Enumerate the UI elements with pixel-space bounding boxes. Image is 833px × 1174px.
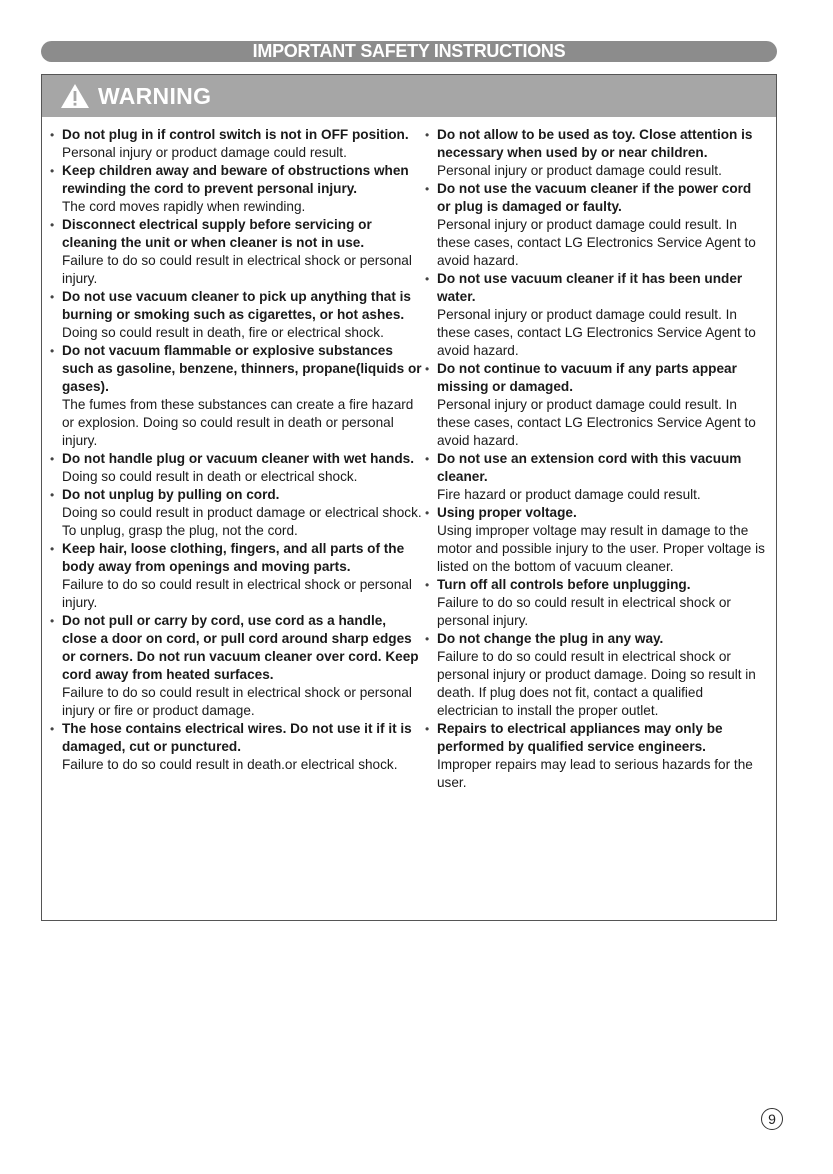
item-text: The cord moves rapidly when rewinding.	[62, 199, 306, 214]
list-item	[50, 162, 422, 216]
bullet-icon: •	[425, 452, 430, 466]
item-title: The hose contains electrical wires. Do not use it if it is damaged, cut or punctured.	[62, 721, 412, 754]
bullet-icon: •	[50, 218, 55, 232]
bullet-icon: •	[50, 290, 55, 304]
item-text: Improper repairs may lead to serious hazards for the user.	[437, 757, 753, 790]
list-item	[425, 180, 765, 270]
bullet-icon: •	[425, 506, 430, 520]
item-title: Do not use the vacuum cleaner if the power cord or plug is damaged or faulty.	[437, 181, 752, 214]
item-title: Turn off all controls before unplugging.	[437, 577, 691, 592]
item-title: Do not use vacuum cleaner if it has been under water.	[437, 271, 743, 304]
item-title: Do not allow to be used as toy. Close attention is necessary when used by or near children.	[437, 127, 753, 160]
item-title: Do not handle plug or vacuum cleaner with wet hands.	[62, 451, 414, 466]
list-item	[50, 126, 422, 162]
item-text: Personal injury or product damage could result.	[437, 163, 722, 178]
item-title: Disconnect electrical supply before servicing or cleaning the unit or when cleaner is not in use.	[62, 217, 372, 250]
list-item	[50, 216, 422, 288]
list-item	[50, 288, 422, 342]
bullet-icon: •	[425, 362, 430, 376]
bullet-icon: •	[425, 272, 430, 286]
item-text: Failure to do so could result in death.or electrical shock.	[62, 757, 398, 772]
header-title: IMPORTANT SAFETY INSTRUCTIONS	[252, 41, 566, 61]
item-text: Fire hazard or product damage could result.	[437, 487, 701, 502]
item-text: Personal injury or product damage could result. In these cases, contact LG Electronics Service Agent to avoid hazard.	[437, 217, 756, 268]
list-item	[425, 630, 765, 720]
bullet-icon: •	[425, 578, 430, 592]
warning-bar	[42, 75, 776, 117]
bullet-icon: •	[50, 614, 55, 628]
item-text: Doing so could result in death, fire or electrical shock.	[62, 325, 384, 340]
item-title: Do not pull or carry by cord, use cord as a handle, close a door on cord, or pull cord around sharp edges or corners. Do not run vacuum cleaner over cord. Keep cord away from heated surfaces.	[62, 613, 419, 682]
bullet-icon: •	[50, 344, 55, 358]
bullet-icon: •	[425, 182, 430, 196]
bullet-icon: •	[50, 164, 55, 178]
item-title: Keep children away and beware of obstructions when rewinding the cord to prevent personal injury.	[62, 163, 409, 196]
item-title: Do not use vacuum cleaner to pick up anything that is burning or smoking such as cigarettes, or hot ashes.	[62, 289, 411, 322]
list-item	[425, 720, 765, 792]
list-item	[50, 450, 422, 486]
item-text: Failure to do so could result in electrical shock or personal injury or product damage. Doing so result in death. If plug does not fit, contact a qualified electrician to install the proper outlet.	[437, 649, 756, 718]
item-title: Repairs to electrical appliances may only be performed by qualified service engineers.	[437, 721, 723, 754]
bullet-icon: •	[50, 488, 55, 502]
bullet-icon: •	[50, 452, 55, 466]
item-title: Do not change the plug in any way.	[437, 631, 664, 646]
bullet-icon: •	[425, 128, 430, 142]
warning-triangle-icon	[60, 83, 90, 109]
list-item	[50, 486, 422, 540]
item-title: Do not continue to vacuum if any parts appear missing or damaged.	[437, 361, 737, 394]
header-bar	[41, 41, 777, 62]
bullet-icon: •	[425, 722, 430, 736]
item-title: Do not vacuum flammable or explosive substances such as gasoline, benzene, thinners, propane(liquids or gases).	[62, 343, 422, 394]
list-item	[425, 504, 765, 576]
item-text: Failure to do so could result in electrical shock or personal injury.	[437, 595, 731, 628]
list-item	[425, 360, 765, 450]
item-title: Keep hair, loose clothing, fingers, and all parts of the body away from openings and moving parts.	[62, 541, 405, 574]
item-text: Doing so could result in product damage or electrical shock. To unplug, grasp the plug, not the cord.	[62, 505, 422, 538]
item-text: Using improper voltage may result in damage to the motor and possible injury to the user. Proper voltage is listed on the bottom of vacuum cleaner.	[437, 523, 765, 574]
bullet-icon: •	[425, 632, 430, 646]
list-item	[425, 450, 765, 504]
left-column	[50, 126, 422, 774]
item-text: Failure to do so could result in electrical shock or personal injury or fire or product damage.	[62, 685, 412, 718]
item-title: Using proper voltage.	[437, 505, 577, 520]
item-text: Personal injury or product damage could result. In these cases, contact LG Electronics Service Agent to avoid hazard.	[437, 307, 756, 358]
warning-box	[41, 74, 777, 921]
item-title: Do not use an extension cord with this vacuum cleaner.	[437, 451, 742, 484]
item-text: Failure to do so could result in electrical shock or personal injury.	[62, 253, 412, 286]
item-text: Personal injury or product damage could result.	[62, 145, 347, 160]
list-item	[50, 720, 422, 774]
list-item	[425, 576, 765, 630]
item-text: The fumes from these substances can create a fire hazard or explosion. Doing so could result in death or personal injury.	[62, 397, 414, 448]
item-text: Personal injury or product damage could result. In these cases, contact LG Electronics Service Agent to avoid hazard.	[437, 397, 756, 448]
bullet-icon: •	[50, 542, 55, 556]
list-item	[50, 342, 422, 450]
right-column	[425, 126, 765, 792]
item-text: Failure to do so could result in electrical shock or personal injury.	[62, 577, 412, 610]
list-item	[425, 270, 765, 360]
bullet-icon: •	[50, 128, 55, 142]
list-item	[50, 540, 422, 612]
page-number: 9	[761, 1108, 783, 1130]
list-item	[425, 126, 765, 180]
item-title: Do not plug in if control switch is not in OFF position.	[62, 127, 409, 142]
item-title: Do not unplug by pulling on cord.	[62, 487, 280, 502]
item-text: Doing so could result in death or electrical shock.	[62, 469, 358, 484]
bullet-icon: •	[50, 722, 55, 736]
list-item	[50, 612, 422, 720]
warning-title: WARNING	[98, 82, 212, 109]
